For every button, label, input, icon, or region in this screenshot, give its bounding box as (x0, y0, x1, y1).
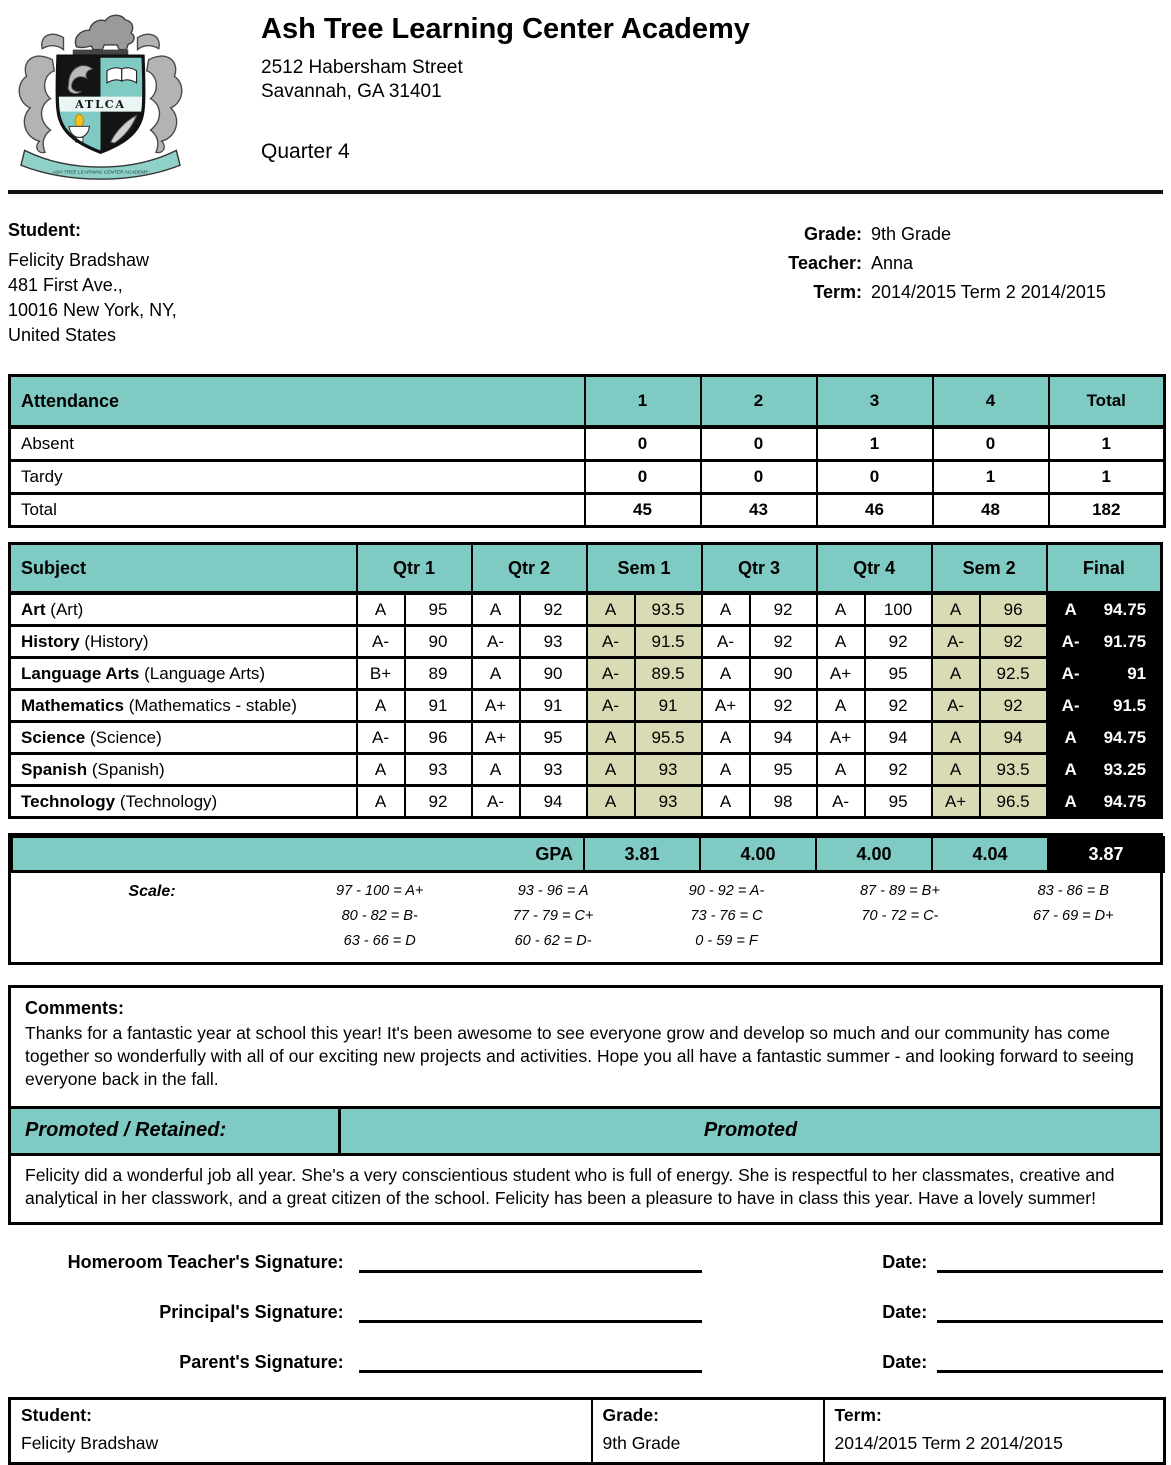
subject-detail: (Mathematics - stable) (128, 695, 297, 715)
promotion-status: Promoted (703, 1119, 798, 1141)
homeroom-signature-label: Homeroom Teacher's Signature: (67, 1252, 344, 1272)
grade-percent: 92 (980, 626, 1047, 658)
attendance-value: 48 (933, 494, 1049, 527)
scale-item: 87 - 89 = B+ (859, 883, 940, 899)
grade-label: Grade: (803, 224, 862, 244)
student-address-line: 10016 New York, NY, (8, 300, 177, 320)
grade-letter: A (472, 593, 520, 626)
grade-percent: 100 (865, 593, 932, 626)
scale-item: 83 - 86 = B (1037, 883, 1109, 899)
grade-letter: A (1047, 754, 1095, 786)
grade-letter: A (1047, 593, 1095, 626)
attendance-value: 1 (817, 427, 933, 461)
grade-letter: A (817, 593, 865, 626)
attendance-row-label: Tardy (10, 461, 585, 494)
scale-row-label (11, 929, 293, 954)
scale-item: 0 - 59 = F (695, 933, 758, 949)
grades-col-subject: Subject (10, 544, 357, 594)
gpa-label: GPA (12, 837, 584, 872)
grade-row (10, 754, 1162, 786)
attendance-table (8, 374, 1166, 528)
grade-letter: A (932, 722, 980, 754)
scale-item: 97 - 100 = A+ (336, 883, 424, 899)
scale-item: 93 - 96 = A (517, 883, 589, 899)
school-name: Ash Tree Learning Center Academy (261, 13, 750, 45)
attendance-value: 182 (1049, 494, 1165, 527)
grades-table (8, 542, 1163, 819)
scale-item: 70 - 72 = C- (861, 908, 939, 924)
grade-row (10, 722, 1162, 754)
parent-date-line (937, 1348, 1163, 1373)
school-block (261, 5, 750, 164)
grade-percent: 96 (980, 593, 1047, 626)
grade-percent: 90 (520, 658, 587, 690)
school-address-line2: Savannah, GA 31401 (261, 81, 442, 102)
grades-col-final: Final (1047, 544, 1162, 594)
grade-percent: 93 (635, 754, 702, 786)
subject-name: Art (21, 599, 46, 619)
grade-percent: 91.75 (1095, 626, 1162, 658)
date-label: Date: (882, 1252, 928, 1272)
subject-cell (10, 626, 357, 658)
teacher-remarks-text: Felicity did a wonderful job all year. She's a very conscientious student who is full of energy. She is respectful to her classmates, creative and analytical in her classwork, and a great citizen of the school. Felicity has been a pleasure to have in class this year. Have a lovely summer! (25, 1165, 1115, 1208)
grade-percent: 95 (865, 658, 932, 690)
scale-item: 63 - 66 = D (343, 933, 416, 949)
grades-col-sem1: Sem 1 (587, 544, 702, 594)
comments-section (11, 988, 1160, 1106)
grade-percent: 92 (980, 690, 1047, 722)
grade-letter: A- (817, 786, 865, 818)
grade-percent: 92 (405, 786, 472, 818)
gpa-scale-block (8, 833, 1163, 965)
grade-percent: 92 (750, 626, 817, 658)
footer-grade-cell (592, 1399, 824, 1464)
scale-row-label (11, 904, 293, 929)
school-crest-logo (8, 5, 193, 183)
student-info-section (8, 218, 1163, 348)
grade-letter: A- (587, 658, 635, 690)
grade-percent: 94.75 (1095, 593, 1162, 626)
student-name: Felicity Bradshaw (8, 250, 150, 270)
grade-percent: 93 (635, 786, 702, 818)
attendance-col-q4: 4 (933, 376, 1049, 428)
grade-letter: A- (357, 626, 405, 658)
scale-item: 67 - 69 = D+ (1032, 908, 1114, 924)
attendance-value: 46 (817, 494, 933, 527)
grade-percent: 93 (520, 754, 587, 786)
grade-percent: 96 (405, 722, 472, 754)
grades-col-sem2: Sem 2 (932, 544, 1047, 594)
homeroom-date-line (937, 1248, 1163, 1273)
grade-percent: 94 (520, 786, 587, 818)
attendance-header-row (10, 376, 1165, 428)
grade-letter: B+ (357, 658, 405, 690)
attendance-table-body (10, 427, 1165, 527)
grade-percent: 92 (520, 593, 587, 626)
report-header (8, 5, 1163, 183)
footer-term-value: 2014/2015 Term 2 2014/2015 (834, 1433, 1063, 1453)
attendance-col-q2: 2 (701, 376, 817, 428)
signature-row-principal (8, 1297, 1163, 1323)
subject-cell (10, 593, 357, 626)
subject-name: History (21, 631, 80, 651)
scale-item: 77 - 79 = C+ (512, 908, 594, 924)
principal-signature-label: Principal's Signature: (159, 1302, 344, 1322)
teacher-value: Anna (871, 253, 914, 273)
grade-letter: A- (587, 690, 635, 722)
footer-grade-label: Grade: (602, 1405, 659, 1425)
grades-col-qtr2: Qtr 2 (472, 544, 587, 594)
date-label: Date: (882, 1352, 928, 1372)
grade-letter: A- (357, 722, 405, 754)
grades-col-qtr1: Qtr 1 (357, 544, 472, 594)
subject-cell (10, 754, 357, 786)
footer-grade-value: 9th Grade (602, 1433, 681, 1453)
grade-letter: A+ (932, 786, 980, 818)
subject-name: Language Arts (21, 663, 140, 683)
gpa-table (11, 836, 1165, 873)
grade-percent: 94.75 (1095, 786, 1162, 818)
grades-col-qtr3: Qtr 3 (702, 544, 817, 594)
term-label: Term: (813, 282, 862, 302)
grade-letter: A (702, 658, 750, 690)
grade-percent: 94.75 (1095, 722, 1162, 754)
crest-initials: ATLCA (75, 97, 126, 111)
principal-signature-line (359, 1298, 703, 1323)
meta-block (788, 218, 1163, 348)
subject-detail: (History) (84, 631, 149, 651)
grade-percent: 92.5 (980, 658, 1047, 690)
grade-value: 9th Grade (871, 224, 952, 244)
subject-name: Science (21, 727, 86, 747)
grade-percent: 93.5 (635, 593, 702, 626)
grade-letter: A (357, 593, 405, 626)
student-block (8, 218, 177, 348)
footer-student-value: Felicity Bradshaw (21, 1433, 159, 1453)
parent-signature-line (359, 1348, 703, 1373)
scale-item: 73 - 76 = C (690, 908, 763, 924)
teacher-row (788, 249, 1163, 278)
parent-signature-label: Parent's Signature: (179, 1352, 344, 1372)
scale-grid (11, 873, 1160, 962)
grade-letter: A (587, 754, 635, 786)
grade-letter: A+ (702, 690, 750, 722)
grade-letter: A- (932, 690, 980, 722)
grade-percent: 94 (980, 722, 1047, 754)
grade-percent: 92 (865, 690, 932, 722)
grade-percent: 95 (405, 593, 472, 626)
grade-percent: 98 (750, 786, 817, 818)
subject-cell (10, 658, 357, 690)
principal-date-line (937, 1298, 1163, 1323)
subject-detail: (Language Arts) (144, 663, 266, 683)
grade-letter: A (587, 786, 635, 818)
grade-letter: A (472, 754, 520, 786)
grade-row (10, 786, 1162, 818)
grade-letter: A (357, 786, 405, 818)
grade-letter: A+ (817, 658, 865, 690)
subject-cell (10, 722, 357, 754)
attendance-value: 1 (1049, 427, 1165, 461)
grade-percent: 91.5 (1095, 690, 1162, 722)
book-icon (107, 68, 137, 83)
attendance-col-q1: 1 (585, 376, 701, 428)
attendance-row (10, 427, 1165, 461)
footer-term-label: Term: (834, 1405, 882, 1425)
attendance-value: 1 (933, 461, 1049, 494)
grade-letter: A (817, 626, 865, 658)
footer-summary-table (8, 1397, 1166, 1465)
attendance-row-label: Total (10, 494, 585, 527)
grade-letter: A (587, 593, 635, 626)
teacher-remarks (11, 1156, 1160, 1222)
grades-header-row (10, 544, 1162, 594)
gpa-value: 4.00 (816, 837, 932, 872)
promotion-row (11, 1106, 1160, 1156)
grade-row (10, 593, 1162, 626)
signature-row-homeroom (8, 1247, 1163, 1273)
grade-letter: A- (1047, 658, 1095, 690)
scale-item: 90 - 92 = A- (688, 883, 765, 899)
lion-icon (73, 15, 134, 55)
grade-letter: A (932, 593, 980, 626)
grade-letter: A- (702, 626, 750, 658)
term-row (788, 278, 1163, 307)
grade-row (10, 690, 1162, 722)
grade-percent: 92 (865, 754, 932, 786)
attendance-row (10, 461, 1165, 494)
grade-letter: A (357, 690, 405, 722)
comments-text: Thanks for a fantastic year at school this year! It's been awesome to see everyone grow and develop so much and our community has come together so wonderfully with all of our exciting new projects and activities. Hope you all have a fantastic summer - and looking forward to seeing everyone back in the fall. (25, 1023, 1134, 1089)
attendance-col-total: Total (1049, 376, 1165, 428)
grade-letter: A (702, 722, 750, 754)
grade-percent: 92 (750, 593, 817, 626)
grade-letter: A (357, 754, 405, 786)
grade-percent: 95 (865, 786, 932, 818)
grade-percent: 94 (865, 722, 932, 754)
grade-letter: A (702, 754, 750, 786)
grade-letter: A (1047, 722, 1095, 754)
signature-row-parent (8, 1347, 1163, 1373)
grade-percent: 96.5 (980, 786, 1047, 818)
teacher-label: Teacher: (788, 253, 862, 273)
grade-percent: 93 (405, 754, 472, 786)
gpa-value: 4.00 (700, 837, 816, 872)
grade-percent: 92 (865, 626, 932, 658)
grade-percent: 95.5 (635, 722, 702, 754)
subject-cell (10, 690, 357, 722)
footer-term-cell (824, 1399, 1165, 1464)
scale-item (813, 929, 986, 954)
grade-percent: 91 (405, 690, 472, 722)
grade-letter: A (932, 658, 980, 690)
grade-percent: 93.25 (1095, 754, 1162, 786)
grade-letter: A- (472, 786, 520, 818)
header-divider (8, 190, 1163, 194)
grade-letter: A+ (817, 722, 865, 754)
footer-student-label: Student: (21, 1405, 92, 1425)
gpa-value: 3.87 (1048, 837, 1164, 872)
homeroom-signature-line (359, 1248, 703, 1273)
attendance-value: 0 (585, 427, 701, 461)
grade-row (10, 658, 1162, 690)
gpa-value: 4.04 (932, 837, 1048, 872)
attendance-value: 0 (585, 461, 701, 494)
date-label: Date: (882, 1302, 928, 1322)
grade-letter: A+ (472, 690, 520, 722)
quarter-title: Quarter 4 (261, 140, 350, 163)
grades-col-qtr4: Qtr 4 (817, 544, 932, 594)
school-address-line1: 2512 Habersham Street (261, 57, 463, 78)
grade-percent: 91 (1095, 658, 1162, 690)
grade-percent: 89.5 (635, 658, 702, 690)
subject-name: Technology (21, 791, 116, 811)
grade-letter: A (817, 690, 865, 722)
grade-letter: A- (1047, 690, 1095, 722)
footer-row (10, 1399, 1165, 1464)
grade-letter: A (472, 658, 520, 690)
grade-row (788, 220, 1163, 249)
attendance-value: 43 (701, 494, 817, 527)
grade-letter: A (817, 754, 865, 786)
grades-table-body (10, 593, 1162, 818)
grade-percent: 93.5 (980, 754, 1047, 786)
scale-row-label: Scale: (128, 883, 176, 900)
attendance-col-q3: 3 (817, 376, 933, 428)
attendance-header: Attendance (10, 376, 585, 428)
scale-item (987, 929, 1160, 954)
grade-row (10, 626, 1162, 658)
grade-letter: A- (472, 626, 520, 658)
grade-percent: 91.5 (635, 626, 702, 658)
term-value: 2014/2015 Term 2 2014/2015 (871, 282, 1106, 302)
grade-letter: A (702, 786, 750, 818)
grade-percent: 94 (750, 722, 817, 754)
grade-percent: 90 (405, 626, 472, 658)
attendance-value: 0 (701, 461, 817, 494)
grade-percent: 95 (520, 722, 587, 754)
subject-name: Spanish (21, 759, 88, 779)
grade-letter: A- (1047, 626, 1095, 658)
grade-percent: 93 (520, 626, 587, 658)
grade-letter: A- (932, 626, 980, 658)
student-address-line: United States (8, 325, 117, 345)
subject-cell (10, 786, 357, 818)
subject-detail: (Science) (90, 727, 162, 747)
signatures-section (8, 1247, 1163, 1373)
grade-letter: A+ (472, 722, 520, 754)
grade-letter: A- (587, 626, 635, 658)
attendance-row (10, 494, 1165, 527)
scale-item: 80 - 82 = B- (341, 908, 418, 924)
subject-detail: (Spanish) (91, 759, 165, 779)
attendance-value: 1 (1049, 461, 1165, 494)
comments-label: Comments: (25, 998, 125, 1018)
grade-letter: A (587, 722, 635, 754)
footer-student-cell (10, 1399, 592, 1464)
grade-letter: A (932, 754, 980, 786)
grade-letter: A (702, 593, 750, 626)
promotion-label: Promoted / Retained: (11, 1109, 341, 1153)
attendance-row-label: Absent (10, 427, 585, 461)
comments-block (8, 985, 1163, 1225)
attendance-value: 0 (933, 427, 1049, 461)
gpa-row (12, 837, 1164, 872)
grade-percent: 91 (520, 690, 587, 722)
grade-letter: A (1047, 786, 1095, 818)
subject-detail: (Art) (50, 599, 84, 619)
student-label: Student: (8, 220, 81, 240)
subject-name: Mathematics (21, 695, 124, 715)
banner-text: ASH TREE LEARNING CENTER ACADEMY (52, 170, 149, 176)
attendance-value: 0 (701, 427, 817, 461)
attendance-value: 0 (817, 461, 933, 494)
grade-percent: 92 (750, 690, 817, 722)
grade-percent: 91 (635, 690, 702, 722)
grade-percent: 90 (750, 658, 817, 690)
attendance-value: 45 (585, 494, 701, 527)
subject-detail: (Technology) (119, 791, 218, 811)
scale-item: 60 - 62 = D- (514, 933, 592, 949)
gpa-value: 3.81 (584, 837, 700, 872)
grade-percent: 95 (750, 754, 817, 786)
grade-percent: 89 (405, 658, 472, 690)
student-address-line: 481 First Ave., (8, 275, 123, 295)
